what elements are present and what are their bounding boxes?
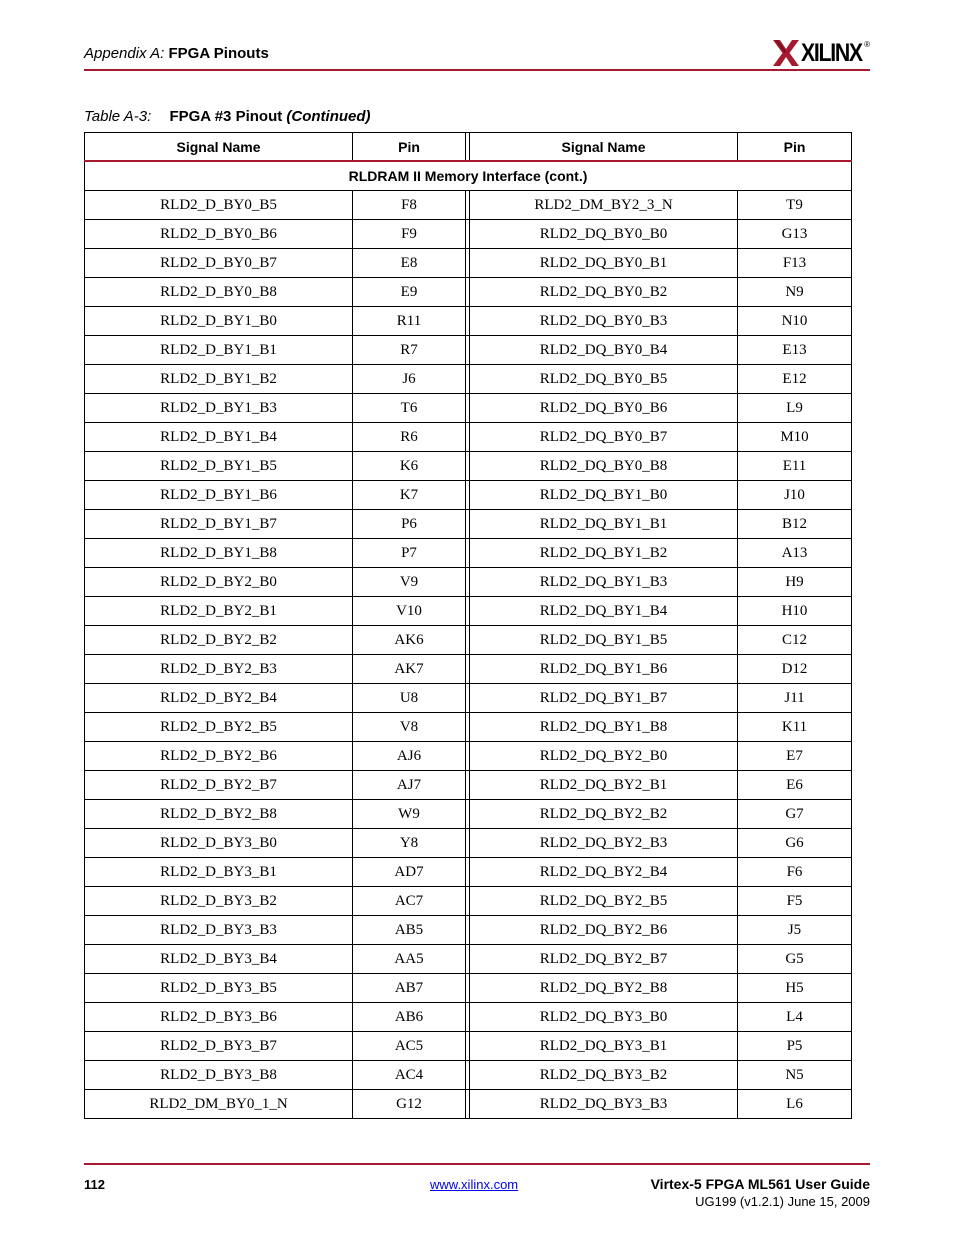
pin-left: AJ7 <box>353 771 466 800</box>
signal-name-right: RLD2_DQ_BY2_B4 <box>470 858 738 887</box>
guide-title: Virtex-5 FPGA ML561 User Guide <box>650 1176 870 1192</box>
pin-right: N10 <box>738 307 852 336</box>
signal-name-left: RLD2_D_BY2_B8 <box>85 800 353 829</box>
running-header <box>84 45 269 62</box>
signal-name-left: RLD2_D_BY0_B6 <box>85 220 353 249</box>
pin-left: F9 <box>353 220 466 249</box>
signal-name-right: RLD2_DQ_BY3_B1 <box>470 1032 738 1061</box>
signal-name-left: RLD2_D_BY1_B2 <box>85 365 353 394</box>
group-title: RLDRAM II Memory Interface (cont.) <box>85 161 852 191</box>
pin-left: R6 <box>353 423 466 452</box>
section-title: FPGA Pinouts <box>168 45 269 62</box>
pin-right: N5 <box>738 1061 852 1090</box>
signal-name-left: RLD2_D_BY3_B6 <box>85 1003 353 1032</box>
signal-name-left: RLD2_D_BY2_B7 <box>85 771 353 800</box>
pin-left: AB6 <box>353 1003 466 1032</box>
table-row <box>85 394 852 423</box>
footer-doc-info <box>651 1176 870 1209</box>
signal-name-left: RLD2_D_BY3_B7 <box>85 1032 353 1061</box>
pin-right: M10 <box>738 423 852 452</box>
pin-left: AA5 <box>353 945 466 974</box>
appendix-label: Appendix A: <box>84 45 165 62</box>
table-row <box>85 423 852 452</box>
table-row <box>85 191 852 220</box>
table-row <box>85 771 852 800</box>
signal-name-right: RLD2_DQ_BY2_B3 <box>470 829 738 858</box>
table-row <box>85 800 852 829</box>
signal-name-left: RLD2_D_BY2_B1 <box>85 597 353 626</box>
pinout-table <box>84 132 852 1119</box>
signal-name-right: RLD2_DQ_BY2_B6 <box>470 916 738 945</box>
signal-name-left: RLD2_D_BY1_B0 <box>85 307 353 336</box>
signal-name-right: RLD2_DQ_BY1_B6 <box>470 655 738 684</box>
signal-name-right: RLD2_DQ_BY0_B6 <box>470 394 738 423</box>
table-label: Table A-3: <box>84 108 152 125</box>
signal-name-left: RLD2_D_BY3_B8 <box>85 1061 353 1090</box>
table-row <box>85 974 852 1003</box>
table-header-row <box>85 133 852 162</box>
pin-right: G5 <box>738 945 852 974</box>
signal-name-left: RLD2_D_BY1_B6 <box>85 481 353 510</box>
pin-left: AJ6 <box>353 742 466 771</box>
table-row <box>85 887 852 916</box>
signal-name-right: RLD2_DQ_BY1_B3 <box>470 568 738 597</box>
signal-name-right: RLD2_DQ_BY0_B8 <box>470 452 738 481</box>
logo-wordmark: XILINX <box>800 38 862 67</box>
signal-name-left: RLD2_D_BY1_B8 <box>85 539 353 568</box>
signal-name-left: RLD2_D_BY3_B2 <box>85 887 353 916</box>
footer-rule <box>84 1163 870 1165</box>
pin-left: F8 <box>353 191 466 220</box>
pin-left: K6 <box>353 452 466 481</box>
pin-left: AB5 <box>353 916 466 945</box>
signal-name-left: RLD2_D_BY3_B4 <box>85 945 353 974</box>
pin-right: L6 <box>738 1090 852 1119</box>
signal-name-left: RLD2_D_BY1_B7 <box>85 510 353 539</box>
pin-right: E6 <box>738 771 852 800</box>
pin-left: AC7 <box>353 887 466 916</box>
signal-name-right: RLD2_DQ_BY0_B0 <box>470 220 738 249</box>
pin-right: F13 <box>738 249 852 278</box>
table-row <box>85 684 852 713</box>
table-row <box>85 742 852 771</box>
signal-name-left: RLD2_D_BY3_B0 <box>85 829 353 858</box>
pin-left: E8 <box>353 249 466 278</box>
pin-right: B12 <box>738 510 852 539</box>
table-row <box>85 510 852 539</box>
signal-name-right: RLD2_DQ_BY2_B5 <box>470 887 738 916</box>
pin-left: R11 <box>353 307 466 336</box>
pin-right: F6 <box>738 858 852 887</box>
header-rule <box>84 69 870 71</box>
table-row <box>85 945 852 974</box>
table-row <box>85 452 852 481</box>
pin-left: V10 <box>353 597 466 626</box>
signal-name-right: RLD2_DQ_BY3_B3 <box>470 1090 738 1119</box>
signal-name-right: RLD2_DQ_BY1_B8 <box>470 713 738 742</box>
table-row <box>85 249 852 278</box>
pin-left: P6 <box>353 510 466 539</box>
pin-right: L9 <box>738 394 852 423</box>
xilinx-logo <box>773 38 870 68</box>
table-row <box>85 539 852 568</box>
pin-right: E7 <box>738 742 852 771</box>
pin-right: H10 <box>738 597 852 626</box>
column-header-signal-name-left: Signal Name <box>85 133 353 162</box>
signal-name-left: RLD2_D_BY2_B5 <box>85 713 353 742</box>
pin-left: AB7 <box>353 974 466 1003</box>
table-row <box>85 1061 852 1090</box>
signal-name-right: RLD2_DQ_BY0_B5 <box>470 365 738 394</box>
signal-name-left: RLD2_D_BY3_B5 <box>85 974 353 1003</box>
table-title: FPGA #3 Pinout <box>169 108 283 125</box>
signal-name-right: RLD2_DQ_BY2_B8 <box>470 974 738 1003</box>
signal-name-left: RLD2_D_BY2_B0 <box>85 568 353 597</box>
pin-left: P7 <box>353 539 466 568</box>
signal-name-left: RLD2_D_BY2_B2 <box>85 626 353 655</box>
table-row <box>85 1003 852 1032</box>
signal-name-right: RLD2_DQ_BY0_B1 <box>470 249 738 278</box>
table-row <box>85 220 852 249</box>
table-row <box>85 1090 852 1119</box>
signal-name-right: RLD2_DQ_BY0_B7 <box>470 423 738 452</box>
signal-name-left: RLD2_D_BY2_B4 <box>85 684 353 713</box>
pin-left: R7 <box>353 336 466 365</box>
page-number: 112 <box>84 1177 105 1192</box>
signal-name-right: RLD2_DQ_BY1_B4 <box>470 597 738 626</box>
signal-name-left: RLD2_D_BY1_B3 <box>85 394 353 423</box>
column-header-signal-name-right: Signal Name <box>470 133 738 162</box>
xilinx-mark-icon <box>773 40 799 66</box>
signal-name-right: RLD2_DQ_BY1_B5 <box>470 626 738 655</box>
pin-right: L4 <box>738 1003 852 1032</box>
signal-name-right: RLD2_DQ_BY2_B1 <box>470 771 738 800</box>
table-row <box>85 626 852 655</box>
signal-name-left: RLD2_D_BY1_B1 <box>85 336 353 365</box>
table-row <box>85 655 852 684</box>
signal-name-right: RLD2_DQ_BY0_B3 <box>470 307 738 336</box>
table-row <box>85 336 852 365</box>
pin-right: D12 <box>738 655 852 684</box>
pin-left: K7 <box>353 481 466 510</box>
table-row <box>85 713 852 742</box>
table-continued: (Continued) <box>286 108 371 125</box>
pin-left: Y8 <box>353 829 466 858</box>
signal-name-right: RLD2_DM_BY2_3_N <box>470 191 738 220</box>
signal-name-right: RLD2_DQ_BY1_B7 <box>470 684 738 713</box>
pin-right: F5 <box>738 887 852 916</box>
signal-name-left: RLD2_DM_BY0_1_N <box>85 1090 353 1119</box>
signal-name-right: RLD2_DQ_BY3_B2 <box>470 1061 738 1090</box>
pin-left: U8 <box>353 684 466 713</box>
pin-right: H9 <box>738 568 852 597</box>
pin-right: G7 <box>738 800 852 829</box>
signal-name-left: RLD2_D_BY3_B3 <box>85 916 353 945</box>
website-link[interactable]: www.xilinx.com <box>430 1177 519 1192</box>
table-row <box>85 829 852 858</box>
pin-right: A13 <box>738 539 852 568</box>
pin-right: J5 <box>738 916 852 945</box>
signal-name-right: RLD2_DQ_BY2_B0 <box>470 742 738 771</box>
pin-left: E9 <box>353 278 466 307</box>
signal-name-right: RLD2_DQ_BY0_B4 <box>470 336 738 365</box>
signal-name-left: RLD2_D_BY0_B5 <box>85 191 353 220</box>
pin-right: G13 <box>738 220 852 249</box>
signal-name-right: RLD2_DQ_BY1_B0 <box>470 481 738 510</box>
column-header-pin-left: Pin <box>353 133 466 162</box>
pin-right: J10 <box>738 481 852 510</box>
pin-left: G12 <box>353 1090 466 1119</box>
table-row <box>85 278 852 307</box>
pin-left: AK7 <box>353 655 466 684</box>
pin-left: AC5 <box>353 1032 466 1061</box>
signal-name-right: RLD2_DQ_BY1_B1 <box>470 510 738 539</box>
group-row <box>85 161 852 191</box>
pin-left: AC4 <box>353 1061 466 1090</box>
signal-name-right: RLD2_DQ_BY2_B7 <box>470 945 738 974</box>
pin-right: N9 <box>738 278 852 307</box>
pin-right: E13 <box>738 336 852 365</box>
doc-id: UG199 (v1.2.1) June 15, 2009 <box>695 1194 870 1209</box>
table-row <box>85 365 852 394</box>
pin-left: V9 <box>353 568 466 597</box>
pin-right: P5 <box>738 1032 852 1061</box>
table-row <box>85 307 852 336</box>
signal-name-right: RLD2_DQ_BY3_B0 <box>470 1003 738 1032</box>
registered-mark: ® <box>864 39 870 49</box>
signal-name-left: RLD2_D_BY0_B8 <box>85 278 353 307</box>
column-header-pin-right: Pin <box>738 133 852 162</box>
signal-name-right: RLD2_DQ_BY2_B2 <box>470 800 738 829</box>
pin-left: W9 <box>353 800 466 829</box>
table-row <box>85 858 852 887</box>
table-row <box>85 916 852 945</box>
signal-name-left: RLD2_D_BY2_B6 <box>85 742 353 771</box>
pin-right: K11 <box>738 713 852 742</box>
table-row <box>85 568 852 597</box>
signal-name-right: RLD2_DQ_BY1_B2 <box>470 539 738 568</box>
table-row <box>85 597 852 626</box>
pin-right: H5 <box>738 974 852 1003</box>
signal-name-left: RLD2_D_BY1_B5 <box>85 452 353 481</box>
pin-left: V8 <box>353 713 466 742</box>
signal-name-left: RLD2_D_BY0_B7 <box>85 249 353 278</box>
pin-left: AD7 <box>353 858 466 887</box>
pin-right: T9 <box>738 191 852 220</box>
pin-left: T6 <box>353 394 466 423</box>
signal-name-left: RLD2_D_BY1_B4 <box>85 423 353 452</box>
pin-right: E11 <box>738 452 852 481</box>
table-row <box>85 1032 852 1061</box>
pin-right: E12 <box>738 365 852 394</box>
table-row <box>85 481 852 510</box>
pin-right: C12 <box>738 626 852 655</box>
signal-name-left: RLD2_D_BY3_B1 <box>85 858 353 887</box>
pin-left: J6 <box>353 365 466 394</box>
table-caption <box>84 108 371 125</box>
pin-right: J11 <box>738 684 852 713</box>
pin-right: G6 <box>738 829 852 858</box>
signal-name-left: RLD2_D_BY2_B3 <box>85 655 353 684</box>
signal-name-right: RLD2_DQ_BY0_B2 <box>470 278 738 307</box>
pin-left: AK6 <box>353 626 466 655</box>
